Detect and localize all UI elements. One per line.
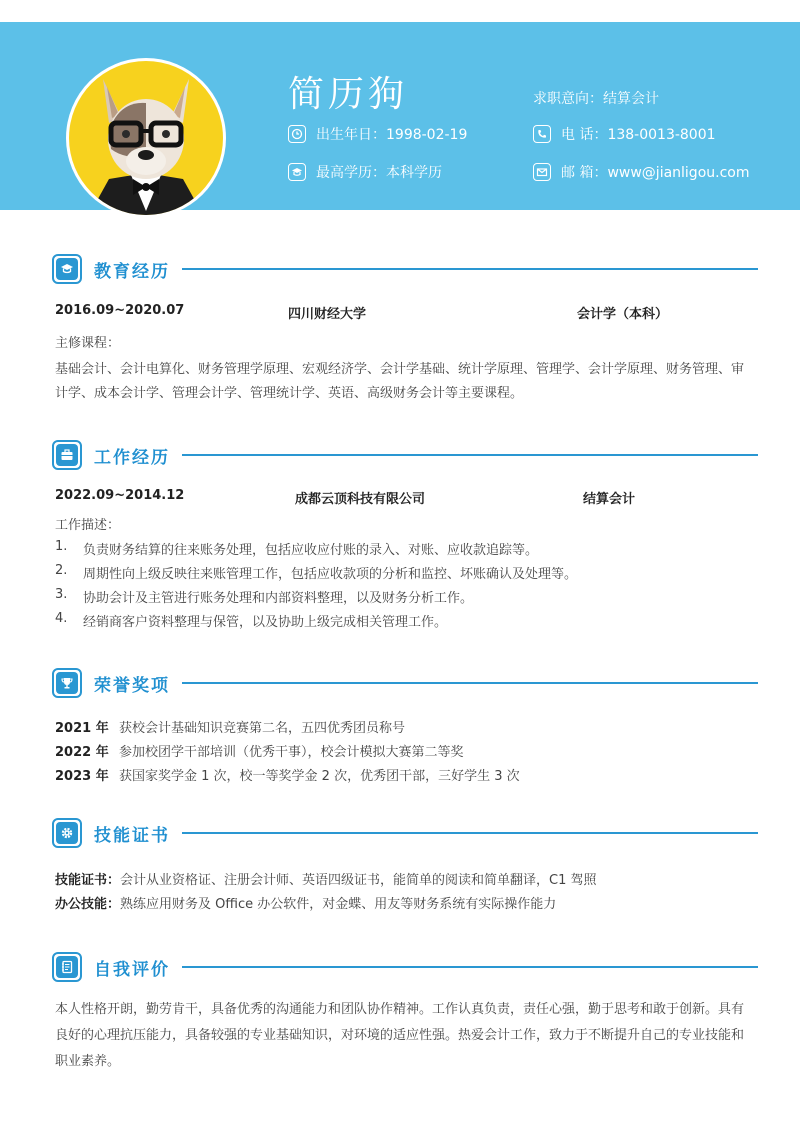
section-divider <box>182 966 758 968</box>
work-position: 结算会计 <box>583 492 636 507</box>
candidate-name: 简历狗 <box>288 74 409 115</box>
gear-icon <box>52 818 82 848</box>
section-title: 荣誉奖项 <box>94 675 170 696</box>
section-title: 工作经历 <box>94 447 170 468</box>
skill-cert-line <box>55 869 597 888</box>
list-item <box>55 563 577 582</box>
section-divider <box>182 832 758 834</box>
self-evaluation-text: 本人性格开朗，勤劳肯干，具备优秀的沟通能力和团队协作精神。工作认真负责，责任心强，勤于思考和敢于创新。具有良好的心理抗压能力，具备较强的专业基础知识，对环境的适应性强。热爱会计工作，致力于不断提升自己的专业技能和职业素养。 <box>55 1002 745 1069</box>
award-year: 2022 年 <box>55 745 109 760</box>
education-period: 2016.09~2020.07 <box>55 303 185 318</box>
list-item <box>55 611 447 630</box>
section-title: 教育经历 <box>94 261 170 282</box>
phone-icon <box>533 125 551 143</box>
list-item <box>55 587 473 606</box>
skill-cert-label: 技能证书： <box>55 873 121 888</box>
graduation-cap-icon <box>52 254 82 284</box>
phone-text: 电 话：138-0013-8001 <box>561 127 716 143</box>
mail-icon <box>533 163 551 181</box>
list-text: 经销商客户资料整理与保管，以及协助上级完成相关管理工作。 <box>83 615 448 630</box>
email-info <box>533 161 750 183</box>
education-major: 会计学（本科） <box>577 307 669 322</box>
courses-label: 主修课程： <box>55 336 121 351</box>
work-period: 2022.09~2014.12 <box>55 488 185 503</box>
courses-text: 基础会计、会计电算化、财务管理学原理、宏观经济学、会计学基础、统计学原理、管理学、会计学原理、财务管理、审计学、成本会计学、管理会计学、管理统计学、英语、高级财务会计等主要课程。 <box>55 362 745 401</box>
notebook-icon <box>52 952 82 982</box>
education-school: 四川财经大学 <box>288 307 367 322</box>
section-awards-header <box>52 668 758 698</box>
list-item <box>55 539 538 558</box>
birth-info <box>288 123 467 145</box>
graduation-cap-icon <box>288 163 306 181</box>
section-divider <box>182 268 758 270</box>
skill-cert-text: 会计从业资格证、注册会计师、英语四级证书，能简单的阅读和简单翻译，C1 驾照 <box>120 873 597 888</box>
section-education-header <box>52 254 758 284</box>
education-level-text: 最高学历：本科学历 <box>316 165 442 181</box>
list-number: 4. <box>55 611 68 626</box>
office-skill-line <box>55 893 556 912</box>
section-title: 技能证书 <box>94 825 170 846</box>
section-divider <box>182 454 758 456</box>
list-text: 周期性向上级反映往来账管理工作，包括应收款项的分析和监控、坏账确认及处理等。 <box>83 567 578 582</box>
birth-text: 出生年日：1998-02-19 <box>316 127 468 143</box>
award-item <box>55 741 464 760</box>
list-number: 3. <box>55 587 68 602</box>
dog-avatar-image <box>69 61 223 215</box>
clock-icon <box>288 125 306 143</box>
award-text: 获国家奖学金 1 次，校一等奖学金 2 次，优秀团干部，三好学生 3 次 <box>119 769 520 784</box>
section-title: 自我评价 <box>94 959 170 980</box>
email-text: 邮 箱：www@jianligou.com <box>561 165 750 181</box>
job-intent: 求职意向：结算会计 <box>533 91 659 107</box>
avatar <box>66 58 226 218</box>
office-skill-label: 办公技能： <box>55 897 121 912</box>
office-skill-text: 熟练应用财务及 Office 办公软件，对金蝶、用友等财务系统有实际操作能力 <box>120 897 557 912</box>
award-item <box>55 717 405 736</box>
award-year: 2023 年 <box>55 769 109 784</box>
briefcase-icon <box>52 440 82 470</box>
list-text: 负责财务结算的往来账务处理，包括应收应付账的录入、对账、应收款追踪等。 <box>83 543 539 558</box>
list-number: 1. <box>55 539 68 554</box>
award-text: 获校会计基础知识竞赛第二名，五四优秀团员称号 <box>119 721 406 736</box>
section-skills-header <box>52 818 758 848</box>
work-company: 成都云顶科技有限公司 <box>295 492 426 507</box>
work-desc-label: 工作描述： <box>55 518 121 533</box>
section-self-header <box>52 952 758 982</box>
award-item <box>55 765 520 784</box>
list-number: 2. <box>55 563 68 578</box>
phone-info <box>533 123 716 145</box>
award-text: 参加校团学干部培训（优秀干事），校会计模拟大赛第二等奖 <box>119 745 464 760</box>
award-year: 2021 年 <box>55 721 109 736</box>
section-work-header <box>52 440 758 470</box>
trophy-icon <box>52 668 82 698</box>
education-info <box>288 161 442 183</box>
section-divider <box>182 682 758 684</box>
list-text: 协助会计及主管进行账务处理和内部资料整理，以及财务分析工作。 <box>83 591 474 606</box>
header-banner <box>0 22 800 210</box>
